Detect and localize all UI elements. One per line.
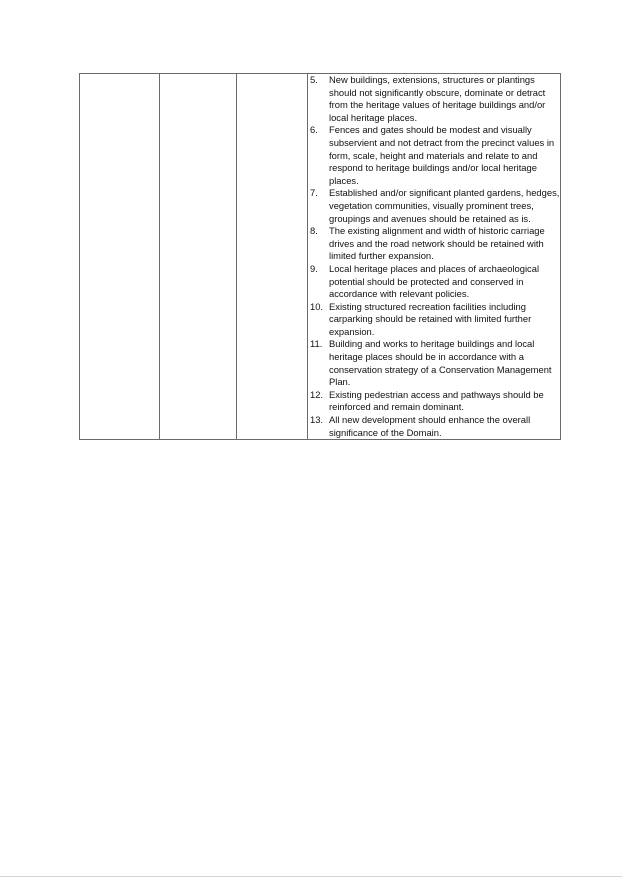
list-item-text: All new development should enhance the overall significance of the Domain. xyxy=(329,414,531,438)
table-row xyxy=(80,74,561,440)
policy-table xyxy=(79,73,561,440)
table-cell-empty-2 xyxy=(160,74,237,440)
list-item-number: 9. xyxy=(310,262,318,274)
policy-list xyxy=(308,74,560,439)
list-item-text: Existing structured recreation facilities including carparking should be retained with limited further expansion. xyxy=(329,300,532,337)
list-item xyxy=(308,225,560,263)
list-item-number: 13. xyxy=(310,414,324,426)
list-item-text: Established and/or significant planted gardens, hedges, vegetation communities, visually prominent trees, groupings and avenues should be retained as is. xyxy=(329,187,560,224)
list-item-number: 8. xyxy=(310,225,318,237)
table-cell-empty-3 xyxy=(237,74,308,440)
list-item-number: 6. xyxy=(310,124,318,136)
list-item xyxy=(308,389,560,414)
list-item xyxy=(308,263,560,301)
list-item xyxy=(308,338,560,388)
list-item-text: Local heritage places and places of archaeological potential should be protected and conserved in accordance with relevant policies. xyxy=(329,262,540,300)
list-item-text: Building and works to heritage buildings and local heritage places should be in accordance with a conservation strategy of a Conservation Management Plan. xyxy=(329,338,552,388)
table-cell-empty-1 xyxy=(80,74,160,440)
list-item-number: 5. xyxy=(310,74,318,85)
list-item-text: New buildings, extensions, structures or plantings should not significantly obscure, dominate or detract from the heritage values of heritage buildings and/or local heritage places. xyxy=(329,74,546,123)
list-item-number: 12. xyxy=(310,388,324,400)
list-item-text: The existing alignment and width of historic carriage drives and the road network should be retained with limited further expansion. xyxy=(329,225,545,262)
list-item-number: 11. xyxy=(310,338,323,350)
list-item-text: Existing pedestrian access and pathways should be reinforced and remain dominant. xyxy=(329,388,544,413)
table-cell-policies xyxy=(308,74,561,440)
list-item xyxy=(308,187,560,225)
list-item xyxy=(308,124,560,187)
list-item-number: 7. xyxy=(310,187,318,199)
page-bottom-divider xyxy=(0,876,622,877)
list-item xyxy=(308,301,560,339)
list-item-number: 10. xyxy=(310,300,324,312)
list-item-text: Fences and gates should be modest and visually subservient and not detract from the precinct values in form, scale, height and materials and relate to and respond to heritage buildings and/or local heritage places. xyxy=(329,124,555,186)
list-item xyxy=(308,414,560,439)
list-item xyxy=(308,74,560,124)
